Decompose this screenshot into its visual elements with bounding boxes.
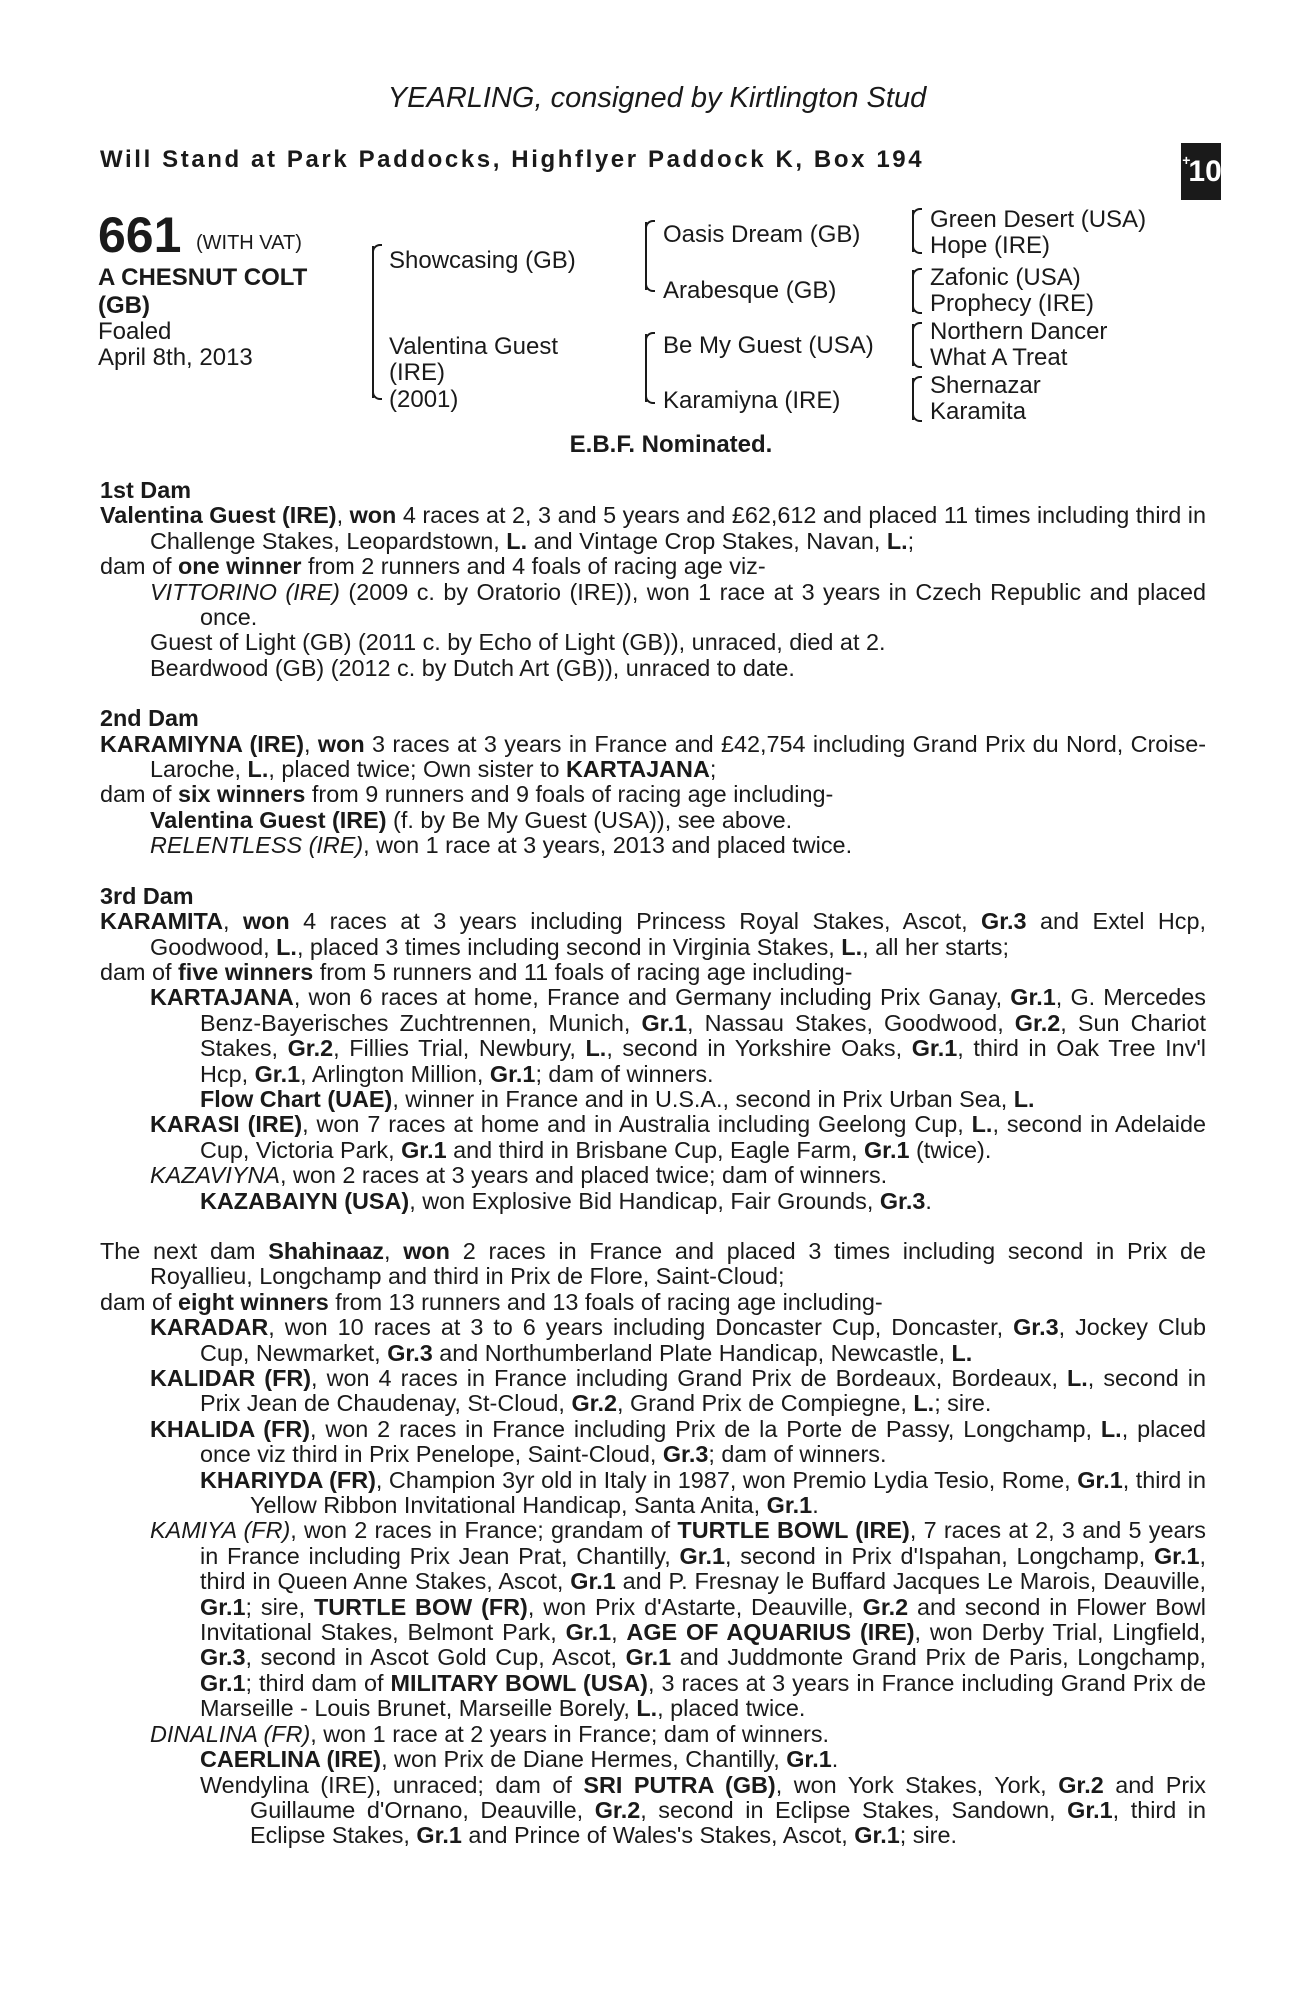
sire-parents-brace	[645, 222, 647, 290]
second-dam-produce-item: Valentina Guest (IRE) (f. by Be My Guest (USA)), see above.	[150, 806, 793, 833]
first-dam-paragraph: Valentina Guest (IRE), won 4 races at 2, 3 and 5 years and £62,612 and placed 11 times including third in Challenge Stakes, Leopardstown, L. and Vintage Crop Stakes, Navan, L.;	[100, 502, 1207, 554]
second-dam-paragraph: KARAMIYNA (IRE), won 3 races at 3 years in France and £42,754 including Grand Prix du Nord, Croise-Laroche, L., placed twice; Own sister to KARTAJANA;	[100, 730, 1206, 783]
third-dam-produce-subitem: KAZABAIYN (USA), won Explosive Bid Handicap, Fair Grounds, Gr.3.	[200, 1187, 932, 1214]
third-dam-paragraph: KARAMITA, won 4 races at 3 years including Princess Royal Stakes, Ascot, Gr.3 and Extel Hcp, Goodwood, L., placed 3 times including second in Virginia Stakes, L., all her starts;	[100, 908, 1207, 960]
ebf-nomination: E.B.F. Nominated.	[569, 431, 773, 458]
ped-dss: Northern Dancer	[930, 318, 1108, 345]
first-dam-produce-summary: dam of one winner from 2 runners and 4 foals of racing age viz-	[100, 553, 766, 580]
ped-ssd: Hope (IRE)	[930, 232, 1051, 259]
spacer	[100, 859, 1206, 884]
lot-badge	[1181, 143, 1221, 200]
ped-dds: Shernazar	[930, 372, 1041, 399]
dam-origin: (IRE)	[389, 359, 445, 386]
next-dam-produce-summary: dam of eight winners from 13 runners and 13 foals of racing age including-	[100, 1288, 883, 1315]
ds-parents-brace	[912, 324, 914, 366]
foaled-label: Foaled	[98, 318, 172, 345]
badge-number: 10	[1188, 154, 1222, 188]
sire-dam-brace	[372, 246, 374, 398]
next-dam-produce-subitem: KHARIYDA (FR), Champion 3yr old in Italy in 1987, won Premio Lydia Tesio, Rome, Gr.1, third in Yellow Ribbon Invitational Handicap, Santa Anita, Gr.1.	[200, 1466, 1206, 1519]
ped-sdd: Prophecy (IRE)	[930, 290, 1095, 317]
section-heading-first-dam: 1st Dam	[100, 477, 192, 503]
foaled-date: April 8th, 2013	[98, 344, 253, 371]
third-dam-produce-subitem: Flow Chart (UAE), winner in France and in U.S.A., second in Prix Urban Sea, L.	[200, 1085, 1035, 1112]
second-dam-produce-item: RELENTLESS (IRE), won 1 race at 3 years, 2013 and placed twice.	[150, 832, 853, 859]
next-dam-produce-item: KARADAR, won 10 races at 3 to 6 years including Doncaster Cup, Doncaster, Gr.3, Jockey Club Cup, Newmarket, Gr.3 and Northumberland Plate Handicap, Newcastle, L.	[150, 1314, 1206, 1366]
spacer	[100, 681, 1206, 706]
sire-sire: Oasis Dream (GB)	[663, 221, 861, 248]
lot-number: 661	[98, 207, 182, 263]
first-dam-produce-item: VITTORINO (IRE) (2009 c. by Oratorio (IRE)), won 1 race at 3 years in Czech Republic and placed once.	[150, 578, 1206, 631]
next-dam-produce-subitem: CAERLINA (IRE), won Prix de Diane Hermes, Chantilly, Gr.1.	[200, 1746, 839, 1773]
horse-description: A CHESNUT COLT	[98, 264, 308, 291]
next-dam-produce-item: KHALIDA (FR), won 2 races in France including Prix de la Porte de Passy, Longchamp, L., placed once viz third in Prix Penelope, Saint-Cloud, Gr.3; dam of winners.	[150, 1415, 1206, 1468]
next-dam-produce-item: KALIDAR (FR), won 4 races in France including Grand Prix de Bordeaux, Bordeaux, L., second in Prix Jean de Chaudenay, St-Cloud, Gr.2, Grand Prix de Compiegne, L.; sire.	[150, 1365, 1206, 1417]
third-dam-produce-item: KARTAJANA, won 6 races at home, France and Germany including Prix Ganay, Gr.1, G. Mercedes Benz-Bayerisches Zuchtrennen, Munich, Gr.1, Nassau Stakes, Goodwood, Gr.2, Sun Chariot Stakes, Gr.2, Fillies Trial, Newbury, L., second in Yorkshire Oaks, Gr.1, third in Oak Tree Inv'l Hcp, Gr.1, Arlington Million, Gr.1; dam of winners.	[150, 984, 1207, 1087]
third-dam-produce-summary: dam of five winners from 5 runners and 11 foals of racing age including-	[100, 958, 853, 985]
sd-parents-brace	[912, 270, 914, 312]
stand-location: Will Stand at Park Paddocks, Highflyer Paddock K, Box 194	[100, 146, 925, 173]
spacer	[100, 1214, 1206, 1239]
ped-ddd: Karamita	[930, 398, 1027, 425]
ped-dsd: What A Treat	[930, 344, 1068, 371]
dam-parents-brace	[645, 334, 647, 402]
section-heading-second-dam: 2nd Dam	[100, 705, 199, 732]
ped-sds: Zafonic (USA)	[930, 264, 1081, 291]
ss-parents-brace	[912, 210, 914, 252]
next-dam-produce-subitem: Wendylina (IRE), unraced; dam of SRI PUTRA (GB), won York Stakes, York, Gr.2 and Prix Guillaume d'Ornano, Deauville, Gr.2, second in Eclipse Stakes, Sandown, Gr.1, third in Eclipse Stakes, Gr.1 and Prince of Wales's Stakes, Ascot, Gr.1; sire.	[200, 1771, 1207, 1849]
dam-name: Valentina Guest	[389, 333, 558, 360]
dd-parents-brace	[912, 378, 914, 420]
next-dam-paragraph: The next dam Shahinaaz, won 2 races in France and placed 3 times including second in Prix de Royallieu, Longchamp and third in Prix de Flore, Saint-Cloud;	[100, 1237, 1206, 1290]
next-dam-produce-item: KAMIYA (FR), won 2 races in France; grandam of TURTLE BOWL (IRE), 7 races at 2, 3 and 5 years in France including Prix Jean Prat, Chantilly, Gr.1, second in Prix d'Ispahan, Longchamp, Gr.1, third in Queen Anne Stakes, Ascot, Gr.1 and P. Fresnay le Buffard Jacques Le Marois, Deauville, Gr.1; sire, TURTLE BOW (FR), won Prix d'Astarte, Deauville, Gr.2 and second in Flower Bowl Invitational Stakes, Belmont Park, Gr.1, AGE OF AQUARIUS (IRE), won Derby Trial, Lingfield, Gr.3, second in Ascot Gold Cup, Ascot, Gr.1 and Juddmonte Grand Prix de Paris, Longchamp, Gr.1; third dam of MILITARY BOWL (USA), 3 races at 3 years in France including Grand Prix de Marseille - Louis Brunet, Marseille Borely, L., placed twice.	[150, 1517, 1207, 1722]
third-dam-produce-item: KAZAVIYNA, won 2 races at 3 years and placed twice; dam of winners.	[150, 1162, 888, 1189]
first-dam-produce-item: Guest of Light (GB) (2011 c. by Echo of Light (GB)), unraced, died at 2.	[150, 629, 886, 656]
page-title: YEARLING, consigned by Kirtlington Stud	[387, 82, 927, 114]
first-dam-produce-item: Beardwood (GB) (2012 c. by Dutch Art (GB)), unraced to date.	[150, 654, 795, 681]
badge-mark: +	[1182, 151, 1191, 168]
catalogue-body	[100, 478, 1206, 1849]
horse-origin: (GB)	[98, 292, 150, 319]
section-heading-third-dam: 3rd Dam	[100, 882, 194, 909]
ped-sss: Green Desert (USA)	[930, 206, 1147, 233]
dam-year: (2001)	[389, 386, 459, 413]
next-dam-produce-item: DINALINA (FR), won 1 race at 2 years in France; dam of winners.	[150, 1720, 830, 1747]
sire-dam: Arabesque (GB)	[663, 277, 837, 304]
second-dam-produce-summary: dam of six winners from 9 runners and 9 foals of racing age including-	[100, 781, 834, 808]
third-dam-produce-item: KARASI (IRE), won 7 races at home and in Australia including Geelong Cup, L., second in Adelaide Cup, Victoria Park, Gr.1 and third in Brisbane Cup, Eagle Farm, Gr.1 (twice).	[150, 1111, 1207, 1163]
dam-sire: Be My Guest (USA)	[663, 332, 874, 359]
vat-note: (WITH VAT)	[196, 232, 302, 254]
dam-dam: Karamiyna (IRE)	[663, 387, 841, 414]
sire: Showcasing (GB)	[389, 247, 576, 274]
